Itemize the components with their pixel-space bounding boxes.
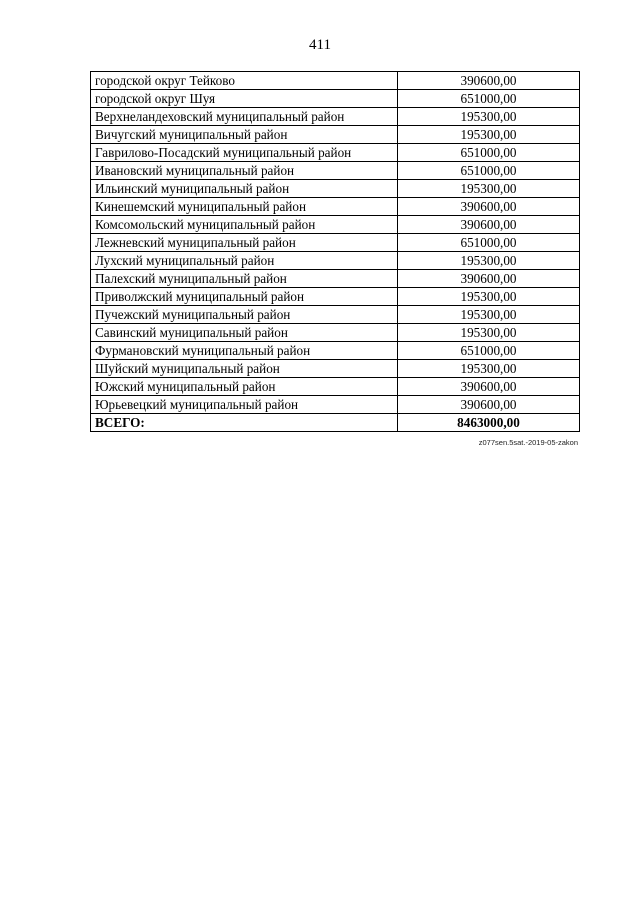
- municipality-name: Вичугский муниципальный район: [91, 126, 398, 144]
- municipality-name: Палехский муниципальный район: [91, 270, 398, 288]
- allocation-table: [90, 71, 580, 432]
- table-row: [91, 252, 580, 270]
- allocation-amount: 195300,00: [398, 360, 580, 378]
- table-row: [91, 324, 580, 342]
- allocation-amount: 651000,00: [398, 234, 580, 252]
- total-row: [91, 414, 580, 432]
- municipality-name: Лухский муниципальный район: [91, 252, 398, 270]
- allocation-amount: 651000,00: [398, 144, 580, 162]
- allocation-amount: 195300,00: [398, 108, 580, 126]
- municipality-name: Пучежский муниципальный район: [91, 306, 398, 324]
- total-amount: 8463000,00: [398, 414, 580, 432]
- allocation-amount: 195300,00: [398, 306, 580, 324]
- allocation-amount: 390600,00: [398, 396, 580, 414]
- allocation-amount: 390600,00: [398, 270, 580, 288]
- allocation-amount: 195300,00: [398, 288, 580, 306]
- municipality-name: Лежневский муниципальный район: [91, 234, 398, 252]
- table-row: [91, 126, 580, 144]
- municipality-name: Ильинский муниципальный район: [91, 180, 398, 198]
- allocation-amount: 195300,00: [398, 126, 580, 144]
- municipality-name: Приволжский муниципальный район: [91, 288, 398, 306]
- allocation-amount: 195300,00: [398, 180, 580, 198]
- allocation-amount: 390600,00: [398, 378, 580, 396]
- table-row: [91, 162, 580, 180]
- municipality-name: Кинешемский муниципальный район: [91, 198, 398, 216]
- municipality-name: Фурмановский муниципальный район: [91, 342, 398, 360]
- table-row: [91, 234, 580, 252]
- allocation-amount: 390600,00: [398, 216, 580, 234]
- page-number: 411: [309, 37, 331, 53]
- table-row: [91, 216, 580, 234]
- municipality-name: Гаврилово-Посадский муниципальный район: [91, 144, 398, 162]
- table-row: [91, 180, 580, 198]
- municipality-name: Верхнеландеховский муниципальный район: [91, 108, 398, 126]
- allocation-amount: 390600,00: [398, 72, 580, 90]
- municipality-name: Комсомольский муниципальный район: [91, 216, 398, 234]
- allocation-amount: 651000,00: [398, 162, 580, 180]
- municipality-name: Южский муниципальный район: [91, 378, 398, 396]
- table-body: [91, 72, 580, 432]
- table-row: [91, 378, 580, 396]
- municipality-name: Ивановский муниципальный район: [91, 162, 398, 180]
- allocation-amount: 195300,00: [398, 324, 580, 342]
- municipality-name: Шуйский муниципальный район: [91, 360, 398, 378]
- table-row: [91, 342, 580, 360]
- table-row: [91, 270, 580, 288]
- municipality-name: городской округ Тейково: [91, 72, 398, 90]
- table-row: [91, 72, 580, 90]
- municipality-name: городской округ Шуя: [91, 90, 398, 108]
- table-row: [91, 198, 580, 216]
- table-row: [91, 396, 580, 414]
- total-label: ВСЕГО:: [91, 414, 398, 432]
- table-row: [91, 288, 580, 306]
- table-row: [91, 360, 580, 378]
- table-row: [91, 144, 580, 162]
- municipality-name: Юрьевецкий муниципальный район: [91, 396, 398, 414]
- allocation-amount: 651000,00: [398, 342, 580, 360]
- table-row: [91, 90, 580, 108]
- municipality-name: Савинский муниципальный район: [91, 324, 398, 342]
- table-row: [91, 306, 580, 324]
- file-reference: z077sen.5sat.-2019-05-zakon: [478, 438, 578, 447]
- table-row: [91, 108, 580, 126]
- allocation-amount: 651000,00: [398, 90, 580, 108]
- allocation-amount: 195300,00: [398, 252, 580, 270]
- allocation-amount: 390600,00: [398, 198, 580, 216]
